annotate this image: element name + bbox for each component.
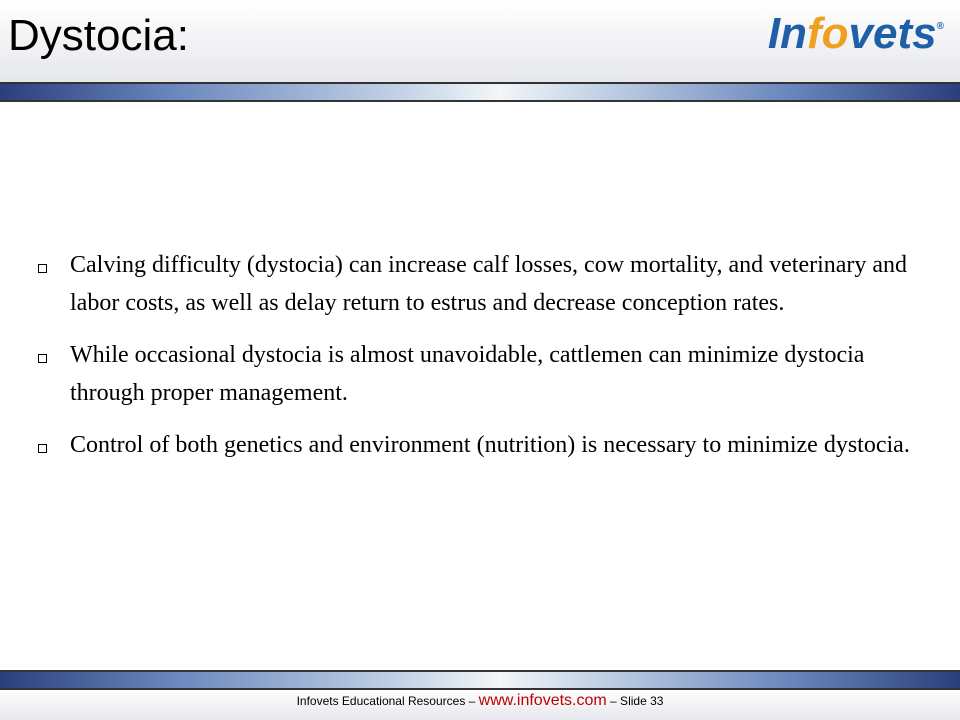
square-bullet-icon — [38, 444, 47, 453]
slide-header — [0, 0, 960, 82]
square-bullet-icon — [38, 354, 47, 363]
logo-part-in: In — [767, 9, 808, 58]
list-item — [30, 246, 930, 322]
footer-slide-number: – Slide 33 — [606, 694, 664, 708]
footer-prefix: Infovets Educational Resources – — [296, 694, 479, 708]
logo-part-vets: vets — [848, 9, 937, 58]
square-bullet-icon — [38, 264, 47, 273]
bullet-text: Calving difficulty (dystocia) can increase calf losses, cow mortality, and veterinary and labor costs, as well as delay return to estrus and decrease conception rates. — [70, 252, 908, 316]
registered-mark: ® — [936, 21, 944, 32]
footer-url-link[interactable]: www.infovets.com — [478, 692, 607, 709]
slide-title: Dystocia: — [8, 11, 189, 60]
bullet-text: While occasional dystocia is almost unavoidable, cattlemen can minimize dystocia through proper management. — [70, 342, 865, 406]
bullet-text: Control of both genetics and environment (nutrition) is necessary to minimize dystocia. — [70, 432, 910, 458]
bullet-list — [30, 246, 930, 478]
infovets-logo — [767, 9, 944, 58]
slide-footer — [0, 692, 960, 710]
header-gradient-band — [0, 82, 960, 102]
list-item — [30, 336, 930, 412]
footer-gradient-band — [0, 670, 960, 690]
logo-part-fo: fo — [807, 9, 849, 58]
list-item — [30, 426, 930, 464]
